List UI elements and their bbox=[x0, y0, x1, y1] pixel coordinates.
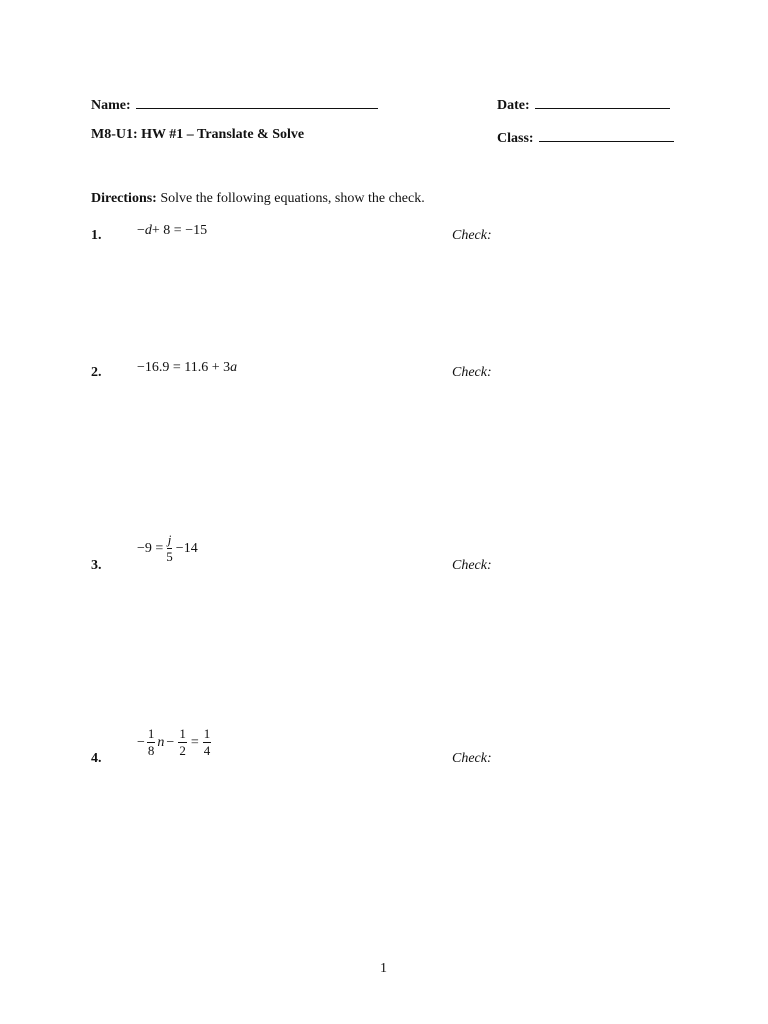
name-label: Name: bbox=[91, 98, 131, 113]
eq4-fraction-2 bbox=[178, 727, 187, 759]
eq2-variable: a bbox=[230, 360, 238, 375]
page-number: 1 bbox=[380, 961, 387, 976]
eq4-fraction-2-denominator: 2 bbox=[179, 743, 186, 759]
assignment-title: M8-U1: HW #1 – Translate & Solve bbox=[91, 127, 305, 142]
problem-1-check-label: Check: bbox=[452, 228, 492, 243]
problem-3-check-label: Check: bbox=[452, 558, 492, 573]
date-label: Date: bbox=[497, 98, 530, 113]
name-blank[interactable] bbox=[136, 94, 378, 109]
eq1-part-2: + 8 = −15 bbox=[151, 223, 208, 238]
problem-4-number: 4. bbox=[91, 751, 102, 766]
eq1-variable: d bbox=[144, 223, 152, 238]
directions-label: Directions: bbox=[91, 191, 157, 206]
problem-2-check-label: Check: bbox=[452, 365, 492, 380]
date-row bbox=[497, 94, 670, 114]
eq4-minus: − bbox=[166, 734, 175, 750]
class-row bbox=[497, 127, 674, 147]
problem-2-equation bbox=[137, 360, 237, 376]
eq3-rhs: −14 bbox=[175, 540, 198, 556]
directions bbox=[91, 191, 425, 207]
eq3-fraction bbox=[165, 533, 174, 565]
eq4-equals: = bbox=[190, 734, 199, 750]
problem-4-check-label: Check: bbox=[452, 751, 492, 766]
eq4-negative-sign: − bbox=[137, 734, 145, 750]
class-blank[interactable] bbox=[539, 127, 674, 142]
eq4-fraction-1-numerator: 1 bbox=[147, 727, 156, 743]
name-row bbox=[91, 94, 378, 114]
eq4-fraction-3-numerator: 1 bbox=[203, 727, 212, 743]
problem-3-number: 3. bbox=[91, 558, 102, 573]
eq4-fraction-1 bbox=[147, 727, 156, 759]
eq3-lhs: −9 = bbox=[137, 540, 164, 556]
problem-2-number: 2. bbox=[91, 365, 102, 380]
eq3-fraction-denominator: 5 bbox=[166, 549, 173, 565]
problem-1-equation bbox=[137, 223, 207, 239]
eq4-fraction-3 bbox=[203, 727, 212, 759]
eq4-variable: n bbox=[157, 734, 165, 750]
eq2-part-1: −16.9 = 11.6 + 3 bbox=[137, 360, 231, 375]
eq4-fraction-2-numerator: 1 bbox=[178, 727, 187, 743]
eq3-fraction-numerator: j bbox=[167, 533, 173, 549]
date-blank[interactable] bbox=[535, 94, 670, 109]
class-label: Class: bbox=[497, 131, 534, 146]
eq1-part-1: − bbox=[137, 223, 145, 238]
problem-4-equation bbox=[137, 727, 213, 759]
eq4-fraction-3-denominator: 4 bbox=[203, 743, 211, 759]
problem-3-equation bbox=[137, 533, 198, 565]
directions-text: Solve the following equations, show the check. bbox=[160, 191, 425, 206]
problem-1-number: 1. bbox=[91, 228, 102, 243]
eq4-fraction-1-denominator: 8 bbox=[147, 743, 155, 759]
